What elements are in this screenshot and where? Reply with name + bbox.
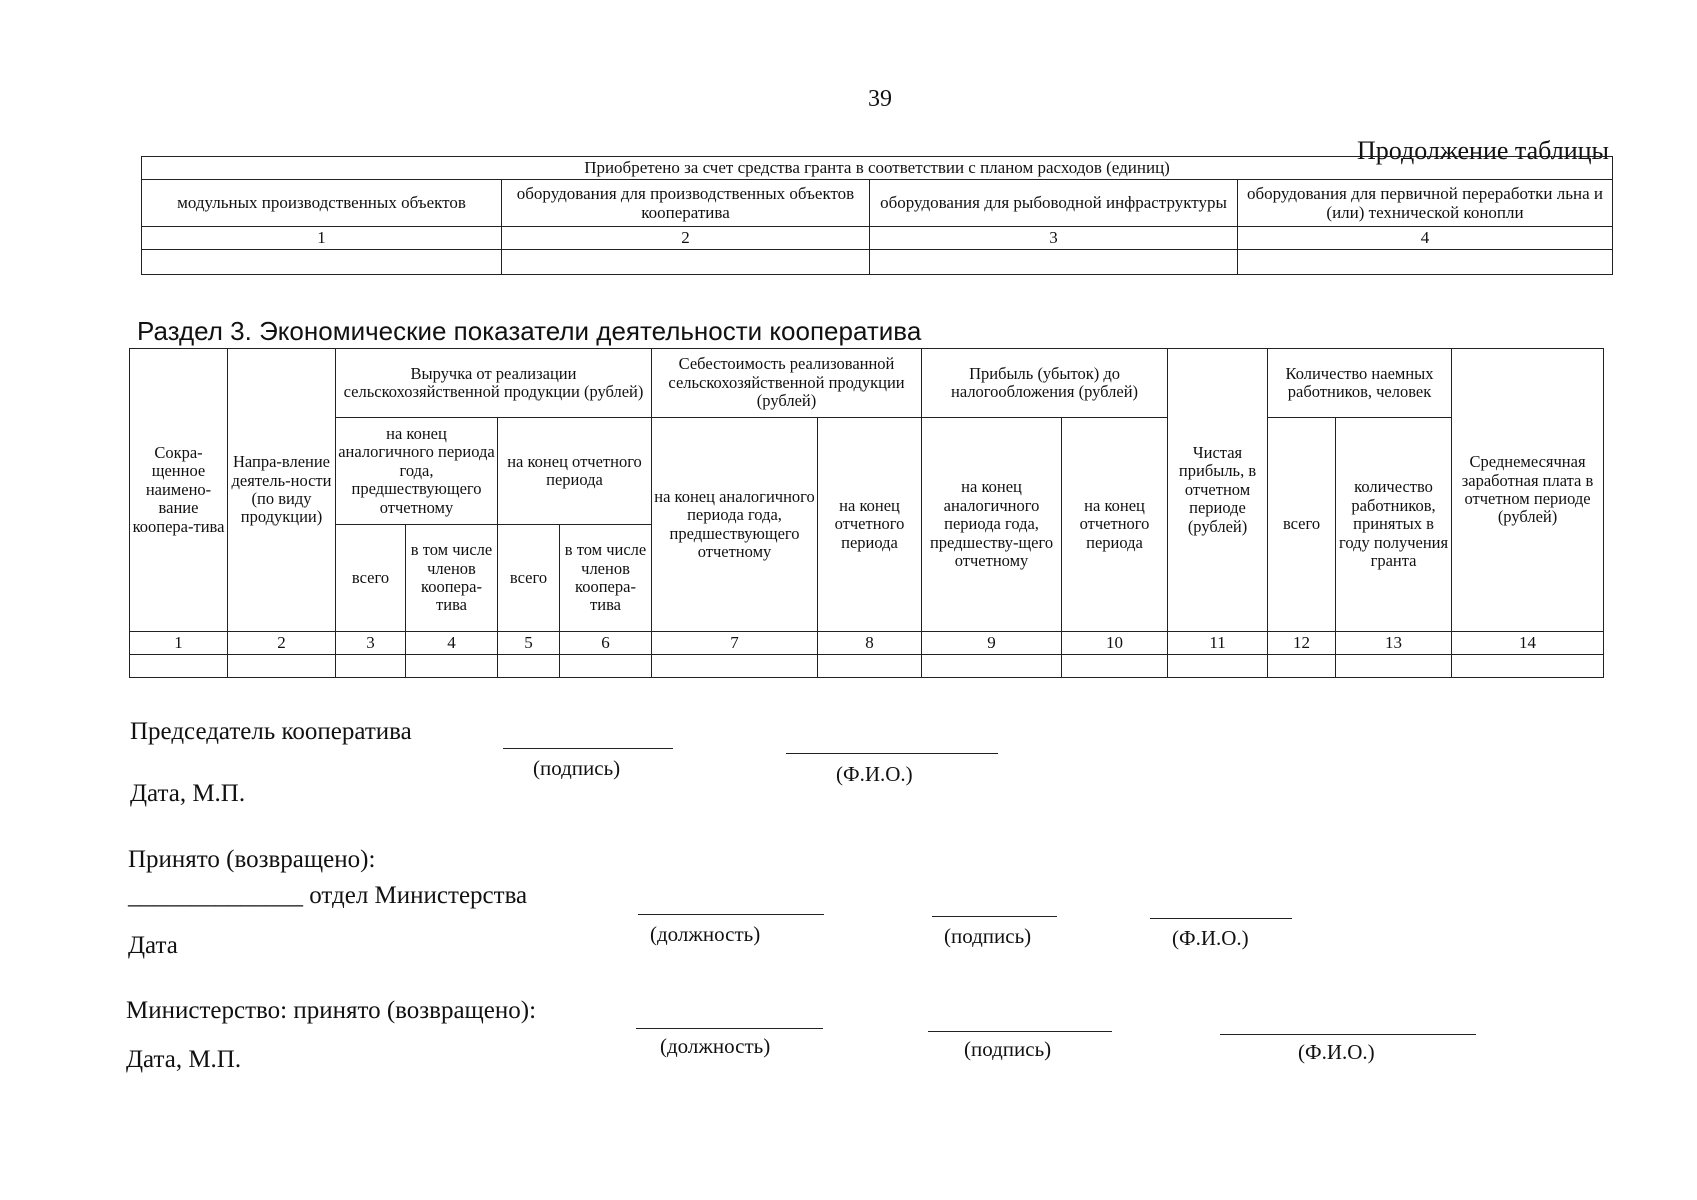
col-num-14: 14 (1452, 632, 1604, 655)
table1-empty-cell (142, 250, 502, 275)
table1-num-4: 4 (1238, 227, 1613, 250)
chairman-signature-line (503, 748, 673, 749)
table1-num-3: 3 (870, 227, 1238, 250)
chairman-fio-caption: (Ф.И.О.) (836, 762, 913, 786)
header-employees: Количество наемных работников, человек (1268, 349, 1452, 418)
table2-empty-cell (1062, 655, 1168, 678)
table2-empty-cell (498, 655, 560, 678)
header-cost-prev: на конец аналогичного периода года, предшествующего отчетному (652, 418, 818, 632)
table1-col-modular: модульных производственных объектов (142, 180, 502, 227)
table2-empty-cell (228, 655, 336, 678)
continuation-label: Продолжение таблицы (1357, 136, 1609, 165)
header-profit: Прибыль (убыток) до налогообложения (рублей) (922, 349, 1168, 418)
table1-col-flax-equipment: оборудования для первичной переработки льна и (или) технической конопли (1238, 180, 1613, 227)
col-num-3: 3 (336, 632, 406, 655)
chairman-fio-line (786, 753, 998, 754)
col-num-11: 11 (1168, 632, 1268, 655)
table1-col-production-equipment: оборудования для производственных объектов кооператива (502, 180, 870, 227)
economic-indicators-table (129, 348, 1604, 678)
ministry-position-line (636, 1028, 823, 1029)
table2-empty-cell (652, 655, 818, 678)
header-employees-hired: количество работников, принятых в году получения гранта (1336, 418, 1452, 632)
header-avg-salary: Среднемесячная заработная плата в отчетном периоде (рублей) (1452, 349, 1604, 632)
accepted-label: Принято (возвращено): (128, 846, 376, 873)
table2-empty-cell (922, 655, 1062, 678)
header-revenue: Выручка от реализации сельскохозяйственной продукции (рублей) (336, 349, 652, 418)
chairman-signature-caption: (подпись) (533, 756, 621, 780)
table2-empty-cell (336, 655, 406, 678)
col-num-9: 9 (922, 632, 1062, 655)
department-signature-caption: (подпись) (944, 924, 1032, 948)
header-net-profit: Чистая прибыль, в отчетном периоде (рублей) (1168, 349, 1268, 632)
header-employees-total: всего (1268, 418, 1336, 632)
table2-empty-cell (1268, 655, 1336, 678)
col-num-4: 4 (406, 632, 498, 655)
ministry-date-mp: Дата, М.П. (126, 1046, 242, 1073)
page-number: 39 (868, 86, 892, 112)
department-label: ______________ отдел Министерства (128, 882, 528, 909)
chairman-date-mp: Дата, М.П. (130, 780, 246, 807)
table2-empty-cell (560, 655, 652, 678)
ministry-position-caption: (должность) (660, 1034, 771, 1058)
table1-empty-cell (502, 250, 870, 275)
department-date: Дата (128, 932, 178, 959)
section-title: Раздел 3. Экономические показатели деятельности кооператива (137, 316, 922, 346)
department-signature-line (932, 916, 1057, 917)
ministry-fio-line (1220, 1034, 1476, 1035)
table2-empty-cell (130, 655, 228, 678)
table2-empty-cell (818, 655, 922, 678)
header-revenue-prev-total: всего (336, 525, 406, 632)
col-num-8: 8 (818, 632, 922, 655)
col-num-10: 10 (1062, 632, 1168, 655)
header-short-name: Сокра-щенное наимено-вание коопера-тива (130, 349, 228, 632)
ministry-accepted-label: Министерство: принято (возвращено): (126, 997, 537, 1024)
header-revenue-curr-members: в том числе членов коопера-тива (560, 525, 652, 632)
header-profit-prev: на конец аналогичного периода года, предшеству-щего отчетному (922, 418, 1062, 632)
department-fio-caption: (Ф.И.О.) (1172, 926, 1249, 950)
col-num-7: 7 (652, 632, 818, 655)
table2-empty-cell (1336, 655, 1452, 678)
table1-col-fish-equipment: оборудования для рыбоводной инфраструктуры (870, 180, 1238, 227)
col-num-2: 2 (228, 632, 336, 655)
ministry-fio-caption: (Ф.И.О.) (1298, 1040, 1375, 1064)
department-fio-line (1150, 918, 1292, 919)
ministry-signature-line (928, 1031, 1112, 1032)
ministry-signature-caption: (подпись) (964, 1037, 1052, 1061)
table2-empty-cell (1168, 655, 1268, 678)
header-revenue-curr: на конец отчетного периода (498, 418, 652, 525)
table2-empty-cell (1452, 655, 1604, 678)
col-num-5: 5 (498, 632, 560, 655)
col-num-6: 6 (560, 632, 652, 655)
header-profit-curr: на конец отчетного периода (1062, 418, 1168, 632)
table1-num-1: 1 (142, 227, 502, 250)
department-position-caption: (должность) (650, 922, 761, 946)
table1-group-header: Приобретено за счет средства гранта в соответствии с планом расходов (единиц) (142, 157, 1613, 180)
grant-purchases-table (141, 156, 1613, 275)
table1-empty-cell (870, 250, 1238, 275)
col-num-1: 1 (130, 632, 228, 655)
table1-num-2: 2 (502, 227, 870, 250)
chairman-label: Председатель кооператива (130, 718, 412, 745)
header-revenue-curr-total: всего (498, 525, 560, 632)
table2-empty-cell (406, 655, 498, 678)
header-cost: Себестоимость реализованной сельскохозяйственной продукции (рублей) (652, 349, 922, 418)
col-num-12: 12 (1268, 632, 1336, 655)
header-direction: Напра-вление деятель-ности (по виду продукции) (228, 349, 336, 632)
header-revenue-prev-members: в том числе членов коопера-тива (406, 525, 498, 632)
department-position-line (638, 914, 824, 915)
table1-empty-cell (1238, 250, 1613, 275)
col-num-13: 13 (1336, 632, 1452, 655)
header-revenue-prev: на конец аналогичного периода года, предшествующего отчетному (336, 418, 498, 525)
header-cost-curr: на конец отчетного периода (818, 418, 922, 632)
